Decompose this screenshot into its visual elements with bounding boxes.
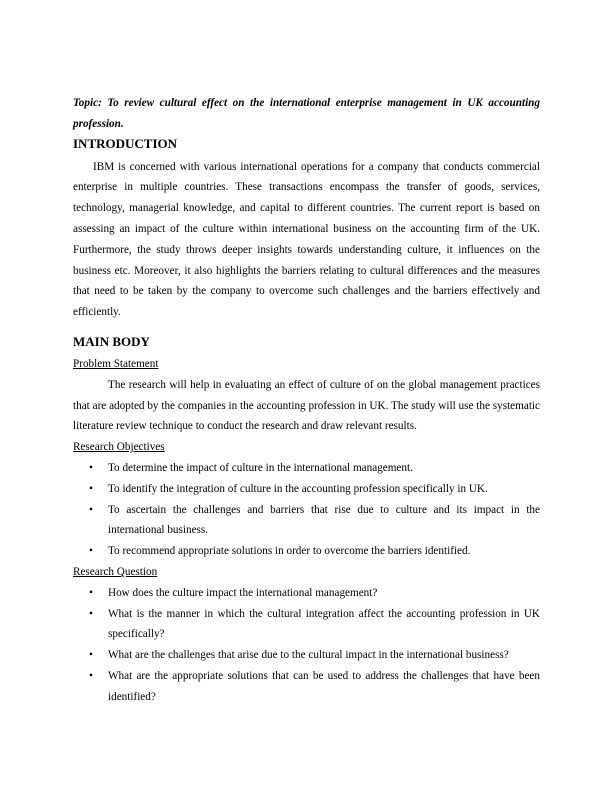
bullet-icon: •	[89, 669, 93, 682]
bullet-icon: •	[89, 461, 93, 474]
research-objectives-list	[73, 458, 540, 562]
bullet-icon: •	[89, 586, 93, 599]
bullet-icon: •	[89, 503, 93, 516]
list-item: • To recommend appropriate solutions in order to overcome the barriers identified.	[73, 541, 540, 562]
introduction-heading: INTRODUCTION	[73, 135, 178, 151]
list-item: • What are the challenges that arise due to the cultural impact in the international business?	[73, 645, 540, 666]
bullet-icon: •	[89, 649, 93, 662]
research-question-list	[73, 583, 540, 708]
bullet-icon: •	[89, 482, 93, 495]
list-item: • What are the appropriate solutions that can be used to address the challenges that have been identified?	[73, 666, 540, 708]
list-item: • How does the culture impact the international management?	[73, 583, 540, 604]
list-item: • To identify the integration of culture in the accounting profession specifically in UK.	[73, 479, 540, 500]
main-body-heading: MAIN BODY	[73, 333, 150, 349]
list-item: • To ascertain the challenges and barriers that rise due to culture and its impact in the international business.	[73, 500, 540, 542]
research-question-label: Research Question	[73, 565, 158, 578]
topic-line: Topic: To review cultural effect on the international enterprise management in UK accounting profession.	[73, 97, 540, 130]
introduction-paragraph: IBM is concerned with various international operations for a company that conducts commercial enterprise in multiple countries. These transactions encompass the transfer of goods, services, technology, managerial knowledge, and capital to different countries. The current report is based on assessing an impact of the culture within international business on the accounting firm of the UK. Furthermore, the study throws deeper insights towards understanding culture, it influences on the business etc. Moreover, it also highlights the barriers relating to cultural differences and the measures that need to be taken by the company to overcome such challenges and the barriers effectively and efficiently.	[73, 160, 540, 319]
list-item: • What is the manner in which the cultural integration affect the accounting profession in UK specifically?	[73, 604, 540, 646]
list-item: • To determine the impact of culture in the international management.	[73, 458, 540, 479]
page-content	[73, 93, 540, 708]
problem-statement-label: Problem Statement	[73, 357, 159, 370]
research-objectives-label: Research Objectives	[73, 441, 165, 454]
problem-statement-paragraph: The research will help in evaluating an effect of culture of on the global management practices that are adopted by the companies in the accounting profession in UK. The study will use the systematic literature review technique to conduct the research and draw relevant results.	[73, 378, 540, 433]
bullet-icon: •	[89, 545, 93, 558]
bullet-icon: •	[89, 607, 93, 620]
